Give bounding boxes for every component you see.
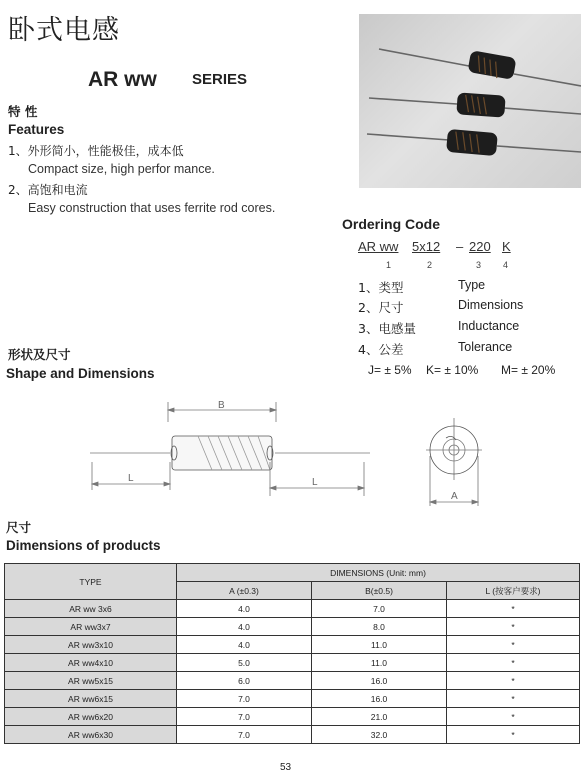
ordering-row-3-en: Inductance	[458, 319, 520, 333]
code-index-4: 4	[503, 260, 509, 270]
cell-type: AR ww5x15	[5, 672, 177, 690]
features-heading-cn: 特 性	[8, 104, 38, 119]
cell-l: *	[447, 654, 580, 672]
cell-a: 7.0	[177, 726, 312, 744]
ordering-row-3-cn: 3、电感量	[358, 321, 416, 336]
ordering-row-4-en: Tolerance	[458, 340, 513, 354]
ordering-row-1-en: Type	[458, 278, 486, 292]
table-row	[5, 726, 580, 744]
tolerance-j: J= ± 5%	[368, 363, 412, 377]
code-index-3: 3	[476, 260, 482, 270]
ordering-row-2-en: Dimensions	[458, 298, 524, 312]
table-row	[5, 636, 580, 654]
product-photo	[359, 14, 581, 188]
code-index-2: 2	[427, 260, 433, 270]
code-part-dash: –	[456, 239, 464, 254]
feature-item-2-en: Easy construction that uses ferrite rod cores.	[28, 201, 276, 215]
page-title-cn: 卧式电感	[8, 15, 120, 46]
cell-b: 16.0	[312, 672, 447, 690]
cell-l: *	[447, 618, 580, 636]
page-number: 53	[280, 762, 292, 773]
code-index-1: 1	[386, 260, 392, 270]
dimensions-table	[4, 563, 580, 744]
cell-l: *	[447, 726, 580, 744]
code-part-size: 5x12	[412, 239, 441, 254]
features-heading-en: Features	[8, 122, 65, 137]
code-part-tolerance: K	[502, 239, 511, 254]
series-name: AR ww	[88, 68, 157, 91]
dim-label-a: A	[451, 491, 458, 502]
cell-a: 4.0	[177, 636, 312, 654]
table-row	[5, 690, 580, 708]
table-header-a: A (±0.3)	[177, 582, 312, 600]
cell-type: AR ww6x15	[5, 690, 177, 708]
cell-b: 11.0	[312, 654, 447, 672]
shape-diagram	[80, 392, 500, 514]
feature-item-2-text-cn: 高饱和电流	[27, 183, 88, 197]
cell-type: AR ww 3x6	[5, 600, 177, 618]
cell-type: AR ww3x10	[5, 636, 177, 654]
table-header-b: B(±0.5)	[312, 582, 447, 600]
cell-b: 32.0	[312, 726, 447, 744]
cell-type: AR ww6x20	[5, 708, 177, 726]
feature-item-2-cn	[8, 181, 88, 198]
ordering-row-4-cn: 4、公差	[358, 342, 404, 357]
cell-b: 16.0	[312, 690, 447, 708]
tolerance-m: M= ± 20%	[501, 363, 556, 377]
ordering-row-1-cn: 1、类型	[358, 280, 404, 295]
feature-item-1-cn	[8, 142, 184, 159]
feature-item-1-text-cn: 外形简小，性能极佳，成本低	[27, 144, 184, 158]
code-part-series: AR ww	[358, 239, 399, 254]
cell-a: 7.0	[177, 690, 312, 708]
feature-item-1-en: Compact size, high perfor mance.	[28, 162, 215, 176]
inductor-1	[379, 49, 581, 86]
cell-l: *	[447, 600, 580, 618]
ordering-code-title: Ordering Code	[342, 216, 441, 232]
series-suffix: SERIES	[192, 71, 248, 88]
table-header-dimensions: DIMENSIONS (Unit: mm)	[177, 564, 580, 582]
dim-label-l-left: L	[128, 473, 134, 484]
table-header-type: TYPE	[5, 564, 177, 600]
cell-a: 7.0	[177, 708, 312, 726]
inductor-2	[369, 92, 581, 117]
cell-a: 5.0	[177, 654, 312, 672]
table-row	[5, 708, 580, 726]
cell-l: *	[447, 708, 580, 726]
cell-type: AR ww3x7	[5, 618, 177, 636]
cell-type: AR ww6x30	[5, 726, 177, 744]
cell-b: 8.0	[312, 618, 447, 636]
table-row	[5, 672, 580, 690]
shape-heading-cn: 形状及尺寸	[8, 347, 71, 362]
cell-l: *	[447, 672, 580, 690]
cell-b: 7.0	[312, 600, 447, 618]
cell-l: *	[447, 636, 580, 654]
inductor-photo-illustration	[359, 14, 581, 188]
cell-a: 4.0	[177, 618, 312, 636]
dim-label-l-right: L	[312, 477, 318, 488]
table-row	[5, 600, 580, 618]
table-header-l: L (按客户要求)	[447, 582, 580, 600]
cell-a: 4.0	[177, 600, 312, 618]
feature-item-1-num: 1、	[8, 144, 28, 158]
cell-a: 6.0	[177, 672, 312, 690]
cell-b: 21.0	[312, 708, 447, 726]
inductor-3	[367, 129, 581, 156]
dims-heading-cn: 尺寸	[6, 520, 32, 535]
code-part-inductance: 220	[469, 239, 491, 254]
dims-heading-en: Dimensions of products	[6, 538, 161, 553]
tolerance-k: K= ± 10%	[426, 363, 479, 377]
ordering-row-2-cn: 2、尺寸	[358, 300, 404, 315]
cell-b: 11.0	[312, 636, 447, 654]
table-row	[5, 654, 580, 672]
feature-item-2-num: 2、	[8, 183, 28, 197]
dim-label-b: B	[218, 400, 225, 411]
shape-heading-en: Shape and Dimensions	[6, 366, 155, 381]
table-row	[5, 618, 580, 636]
cell-type: AR ww4x10	[5, 654, 177, 672]
tolerance-list	[368, 363, 568, 379]
cell-l: *	[447, 690, 580, 708]
